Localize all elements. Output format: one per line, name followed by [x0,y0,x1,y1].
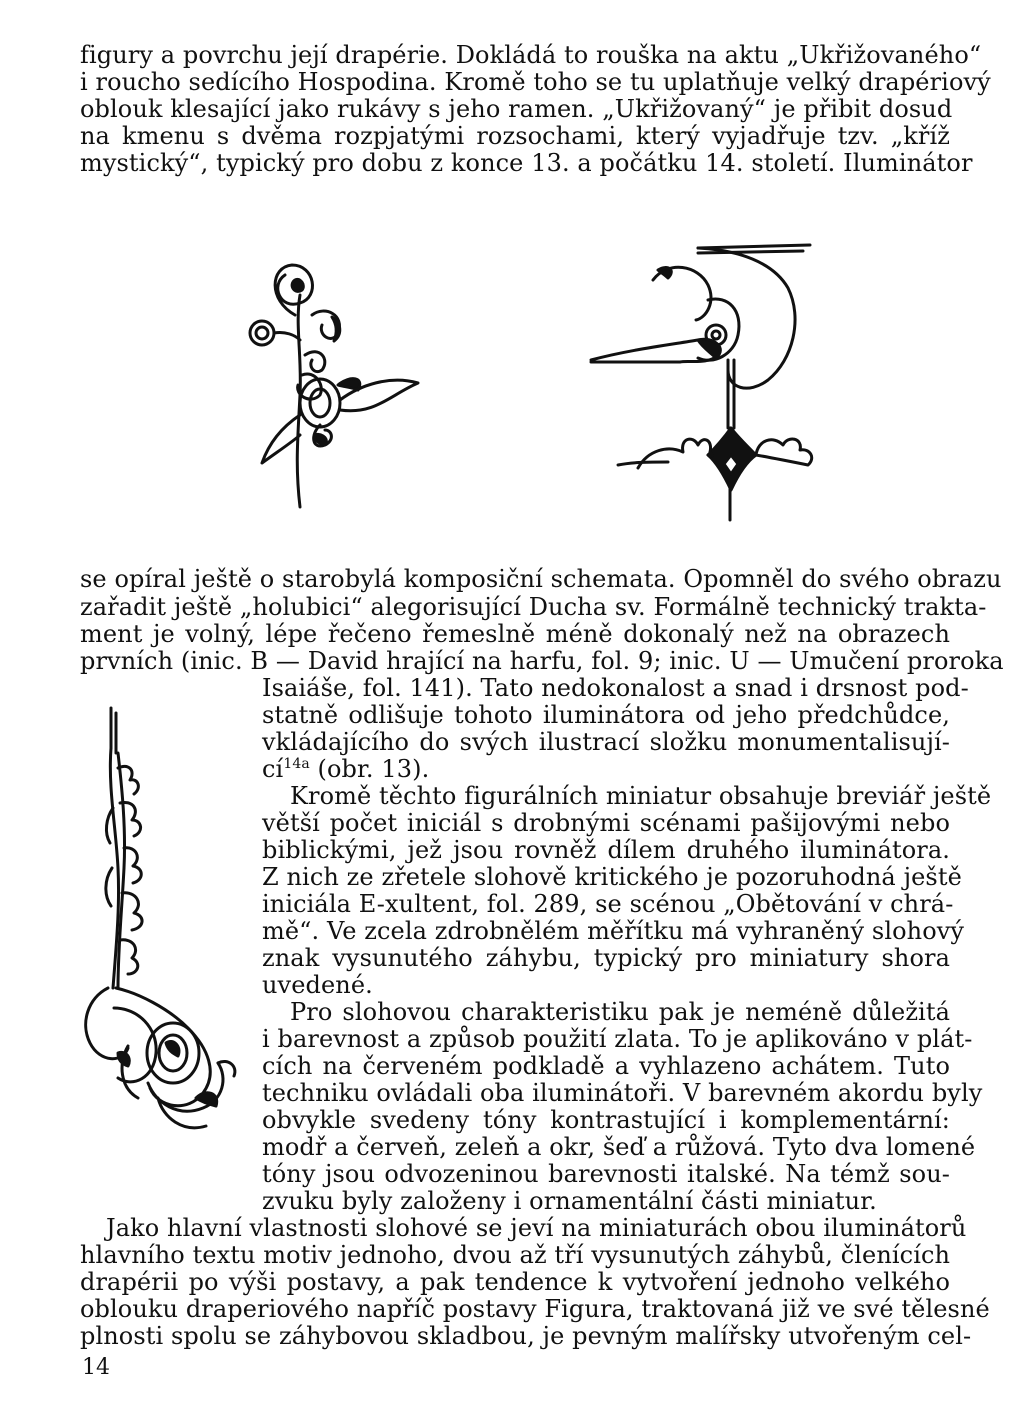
text-line: vkládajícího do svých ilustrací složku monumentalisují- [262,728,950,756]
ornament-left-illustration [240,245,420,515]
text-line: drapérii po výši postavy, a pak tendence k vytvoření jednoho velkého [80,1268,950,1296]
text-line: se opíral ještě o starobylá komposiční schemata. Opomněl do svého obrazu [80,565,1002,593]
text-line: Pro slohovou charakteristiku pak je neméně důležitá [290,998,950,1026]
text-line: cích na červeném podkladě a vyhlazeno achátem. Tuto [262,1052,950,1080]
ornament-right-illustration [588,240,818,530]
text-line: oblouku draperiového napříč postavy Figura, traktovaná již ve své tělesné [80,1295,990,1323]
text-line: i roucho sedícího Hospodina. Kromě toho se tu uplatňuje velký drapériový [80,68,991,96]
text-line: prvních (inic. B — David hrající na harfu, fol. 9; inic. U — Umučení proroka [80,647,1004,675]
text-line: mystický“, typický pro dobu z konce 13. a počátku 14. století. Iluminátor [80,149,973,177]
text-line: obvykle svedeny tóny kontrastující i komplementární: [262,1106,950,1134]
footnote-line-after: (obr. 13). [309,755,430,783]
text-line: techniku ovládali oba iluminátoři. V barevném akordu byly [262,1079,983,1107]
text-line: Z nich ze zřetele slohově kritického je pozoruhodná ještě [262,863,962,891]
page-number: 14 [82,1355,110,1380]
text-line: biblickými, jež jsou rovněž dílem druhého iluminátora. [262,836,950,864]
text-line: zařadit ještě „holubici“ alegorisující Ducha sv. Formálně technický trakta- [80,593,987,621]
text-line: oblouk klesající jako rukávy s jeho ramen. „Ukřižovaný“ je přibit dosud [80,95,953,123]
text-line: statně odlišuje tohoto iluminátora od jeho předchůdce, [262,701,950,729]
text-line: Kromě těchto figurálních miniatur obsahuje breviář ještě [290,782,992,810]
footnote-superscript: 14a [283,756,310,772]
text-line: figury a povrchu její drapérie. Dokládá to rouška na aktu „Ukřižovaného“ [80,41,982,69]
text-line: mě“. Ve zcela zdrobnělém měřítku má vyhraněný slohový [262,917,965,945]
text-line: na kmenu s dvěma rozpjatými rozsochami, který vyjadřuje tzv. „kříž [80,122,950,150]
text-line: ment je volný, lépe řečeno řemeslně méně dokonalý než na obrazech [80,620,950,648]
text-line: i barevnost a způsob použití zlata. To je aplikováno v plát- [262,1025,973,1053]
text-line: větší počet iniciál s drobnými scénami pašijovými nebo [262,809,950,837]
ornament-vertical-illustration [78,708,248,1146]
text-line: zvuku byly založeny i ornamentální části miniatur. [262,1187,877,1215]
text-line: hlavního textu motiv jednoho, dvou až tří vysunutých záhybů, členících [80,1241,951,1269]
text-line: uvedené. [262,971,373,999]
text-line: znak vysunutého záhybu, typický pro miniatury shora [262,944,950,972]
text-line: plnosti spolu se záhybovou skladbou, je pevným malířsky utvořeným cel- [80,1322,972,1350]
text-line: Isaiáše, fol. 141). Tato nedokonalost a snad i drsnost pod- [262,674,969,702]
footnote-line-before: cí [262,755,284,783]
text-line: iniciála E-xultent, fol. 289, se scénou „Obětování v chrá- [262,890,954,918]
text-line: modř a červeň, zeleň a okr, šeď a růžová. Tyto dva lomené [262,1133,976,1161]
footnote-line [262,756,429,783]
text-line: Jako hlavní vlastnosti slohové se jeví na miniaturách obou iluminátorů [106,1214,967,1242]
text-line: tóny jsou odvozeninou barevnosti italské. Na témž sou- [262,1160,950,1188]
